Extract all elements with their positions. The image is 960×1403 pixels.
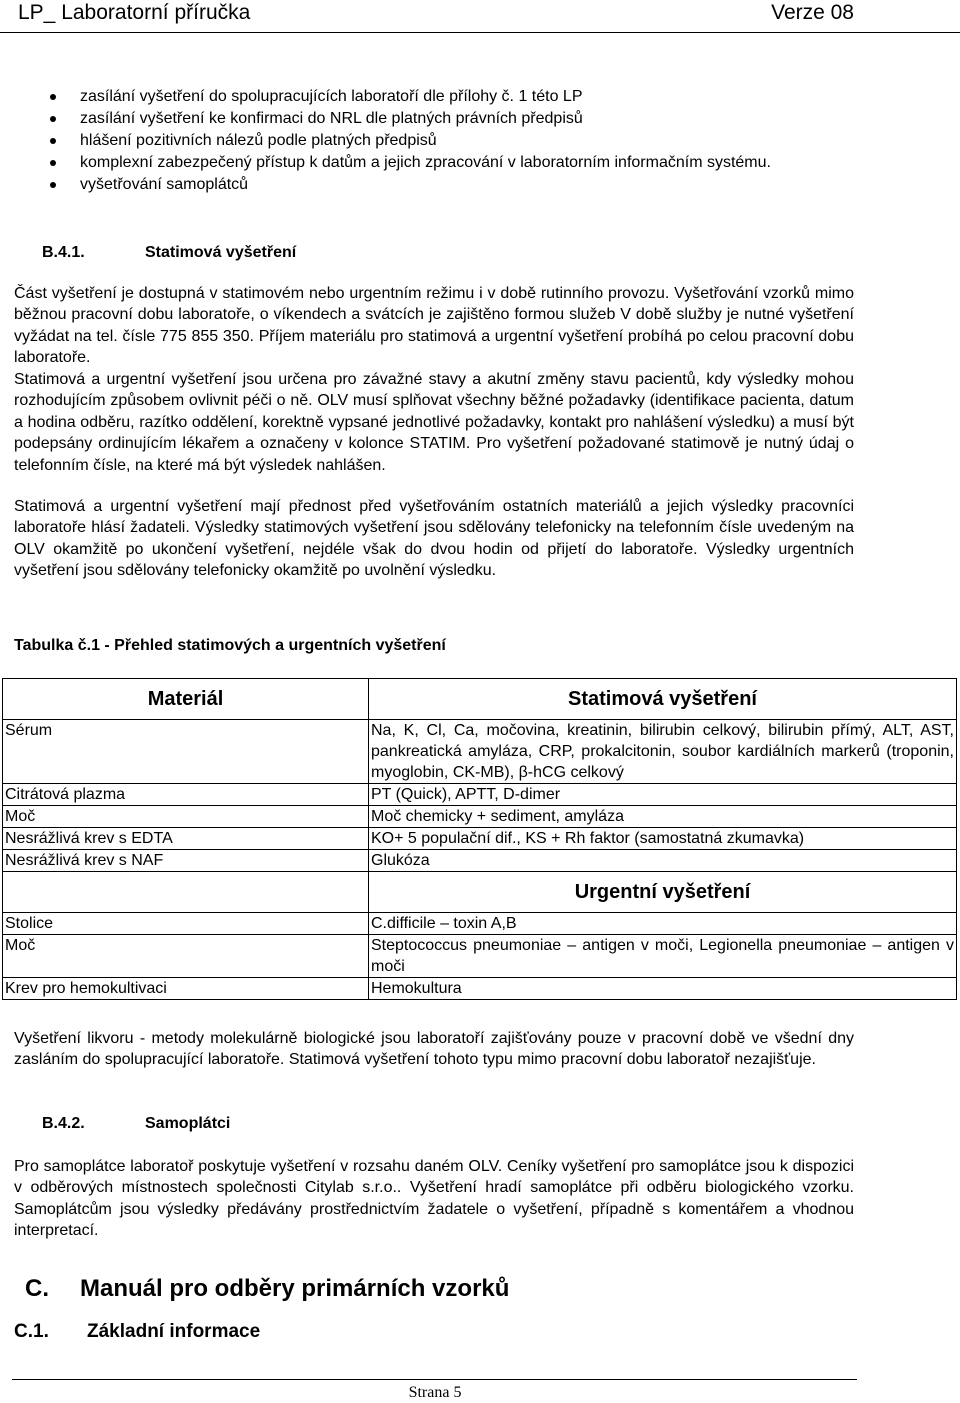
- material-cell: Moč: [3, 806, 369, 828]
- paragraph-b42: Pro samoplátce laboratoř poskytuje vyšetření v rozsahu daném OLV. Ceníky vyšetření pro samoplátce jsou k dispozici v odběrových místnostech společnosti Citylab s.r.o.. Vyšetření hradí samoplátce při odběru biologického vzorku. Samoplátcům jsou výsledky předávány prostřednictvím žadatele o vyšetření, případně s komentářem a vhodnou interpretací.: [14, 1158, 854, 1240]
- tests-cell: C.difficile – toxin A,B: [369, 913, 957, 935]
- header-urgent: Urgentní vyšetření: [369, 872, 957, 913]
- paragraph-b41-1: Část vyšetření je dostupná v statimovém nebo urgentním režimu i v době rutinního provozu. Vyšetřování vzorků mimo běžnou pracovní dobu laboratoře, o víkendech a svátcích je zajištěno formou služeb V době služby je nutné vyšetření vyžádat na tel. čísle 775 855 350. Příjem materiálu pro statimová a urgentní vyšetření probíhá po celou pracovní dobu laboratoře.: [14, 285, 854, 367]
- empty-cell: [3, 872, 369, 913]
- table-header-row: [3, 679, 957, 720]
- table-row: [3, 935, 957, 978]
- bullet-icon: [50, 182, 56, 188]
- paragraph-likvor: Vyšetření likvoru - metody molekulárně biologické jsou laboratoří zajišťovány pouze v pracovní době ve všední dny zasláním do spolupracující laboratoře. Statimová vyšetření tohoto typu mimo pracovní dobu laboratoř nezajišťuje.: [14, 1030, 854, 1069]
- tests-cell: Hemokultura: [369, 978, 957, 1000]
- bullet-icon: [50, 116, 56, 122]
- material-cell: Nesrážlivá krev s NAF: [3, 850, 369, 872]
- material-cell: Moč: [3, 935, 369, 978]
- header-material: Materiál: [3, 679, 369, 720]
- material-cell: Nesrážlivá krev s EDTA: [3, 828, 369, 850]
- material-cell: Krev pro hemokultivaci: [3, 978, 369, 1000]
- section-b41-title: Statimová vyšetření: [145, 244, 297, 261]
- material-cell: Citrátová plazma: [3, 784, 369, 806]
- bullet-icon: [50, 160, 56, 166]
- list-item: zasílání vyšetření ke konfirmaci do NRL dle platných právních předpisů: [0, 108, 855, 130]
- section-c-number: C.: [25, 1275, 49, 1302]
- table-row: [3, 806, 957, 828]
- tests-cell: Na, K, Cl, Ca, močovina, kreatinin, bilirubin celkový, bilirubin přímý, ALT, AST, pankreatická amyláza, CRP, prokalcitonin, soubor kardiálních markerů (troponin, myoglobin, CK-MB), β-hCG celkový: [369, 720, 957, 784]
- document-version: Verze 08: [771, 1, 854, 24]
- footer-rule: [12, 1379, 857, 1380]
- section-c-title: Manuál pro odběry primárních vzorků: [80, 1275, 510, 1302]
- list-item: zasílání vyšetření do spolupracujících laboratoří dle přílohy č. 1 této LP: [0, 86, 855, 108]
- material-cell: Stolice: [3, 913, 369, 935]
- material-cell: Sérum: [3, 720, 369, 784]
- tests-cell: Moč chemicky + sediment, amyláza: [369, 806, 957, 828]
- table-row: [3, 850, 957, 872]
- bullet-icon: [50, 138, 56, 144]
- tests-cell: Steptococcus pneumoniae – antigen v moči, Legionella pneumoniae – antigen v moči: [369, 935, 957, 978]
- page-number: Strana 5: [408, 1384, 462, 1401]
- paragraph-b41-2: Statimová a urgentní vyšetření jsou určena pro závažné stavy a akutní změny stavu pacientů, kdy výsledky mohou rozhodujícím způsobem ovlivnit péči o ně. OLV musí splňovat všechny běžné požadavky (identifikace pacienta, datum a hodina odběru, razítko oddělení, korektně vypsané jednotlivé požadavky, kontakt pro nahlášení výsledku) a musí být podepsány ordinujícím lékařem a označeny v kolonce STATIM. Pro vyšetření požadované statimově je nutný údaj o telefonním čísle, na které má být výsledek nahlášen.: [14, 371, 854, 474]
- header-rule: [0, 32, 960, 33]
- table-caption: Tabulka č.1 - Přehled statimových a urgentních vyšetření: [14, 637, 446, 654]
- section-c1-title: Základní informace: [87, 1321, 261, 1342]
- header-statim: Statimová vyšetření: [369, 679, 957, 720]
- bullet-icon: [50, 94, 56, 100]
- tests-cell: Glukóza: [369, 850, 957, 872]
- table-header-row: [3, 872, 957, 913]
- list-item: komplexní zabezpečený přístup k datům a jejich zpracování v laboratorním informačním systému.: [0, 152, 855, 174]
- table-row: [3, 913, 957, 935]
- tests-cell: KO+ 5 populační dif., KS + Rh faktor (samostatná zkumavka): [369, 828, 957, 850]
- section-b41-number: B.4.1.: [42, 244, 85, 261]
- section-b42-number: B.4.2.: [42, 1115, 85, 1132]
- table-row: [3, 720, 957, 784]
- statim-table: [2, 678, 957, 1000]
- list-item: hlášení pozitivních nálezů podle platných předpisů: [0, 130, 855, 152]
- table-row: [3, 828, 957, 850]
- bullet-list: [0, 86, 960, 196]
- tests-cell: PT (Quick), APTT, D-dimer: [369, 784, 957, 806]
- table-row: [3, 784, 957, 806]
- document-title: LP_ Laboratorní příručka: [18, 1, 251, 24]
- table-row: [3, 978, 957, 1000]
- paragraph-b41-3: Statimová a urgentní vyšetření mají přednost před vyšetřováním ostatních materiálů a jejich výsledky pracovníci laboratoře hlásí žadateli. Výsledky statimových vyšetření jsou sdělovány telefonicky na telefonním čísle uvedeným na OLV okamžitě po ukončení vyšetření, nejdéle však do dvou hodin od přijetí do laboratoře. Výsledky urgentních vyšetření jsou sdělovány telefonicky okamžitě po uvolnění výsledku.: [14, 498, 854, 580]
- section-b42-title: Samoplátci: [145, 1115, 231, 1132]
- section-c1-number: C.1.: [14, 1321, 49, 1342]
- list-item: vyšetřování samoplátců: [0, 174, 855, 196]
